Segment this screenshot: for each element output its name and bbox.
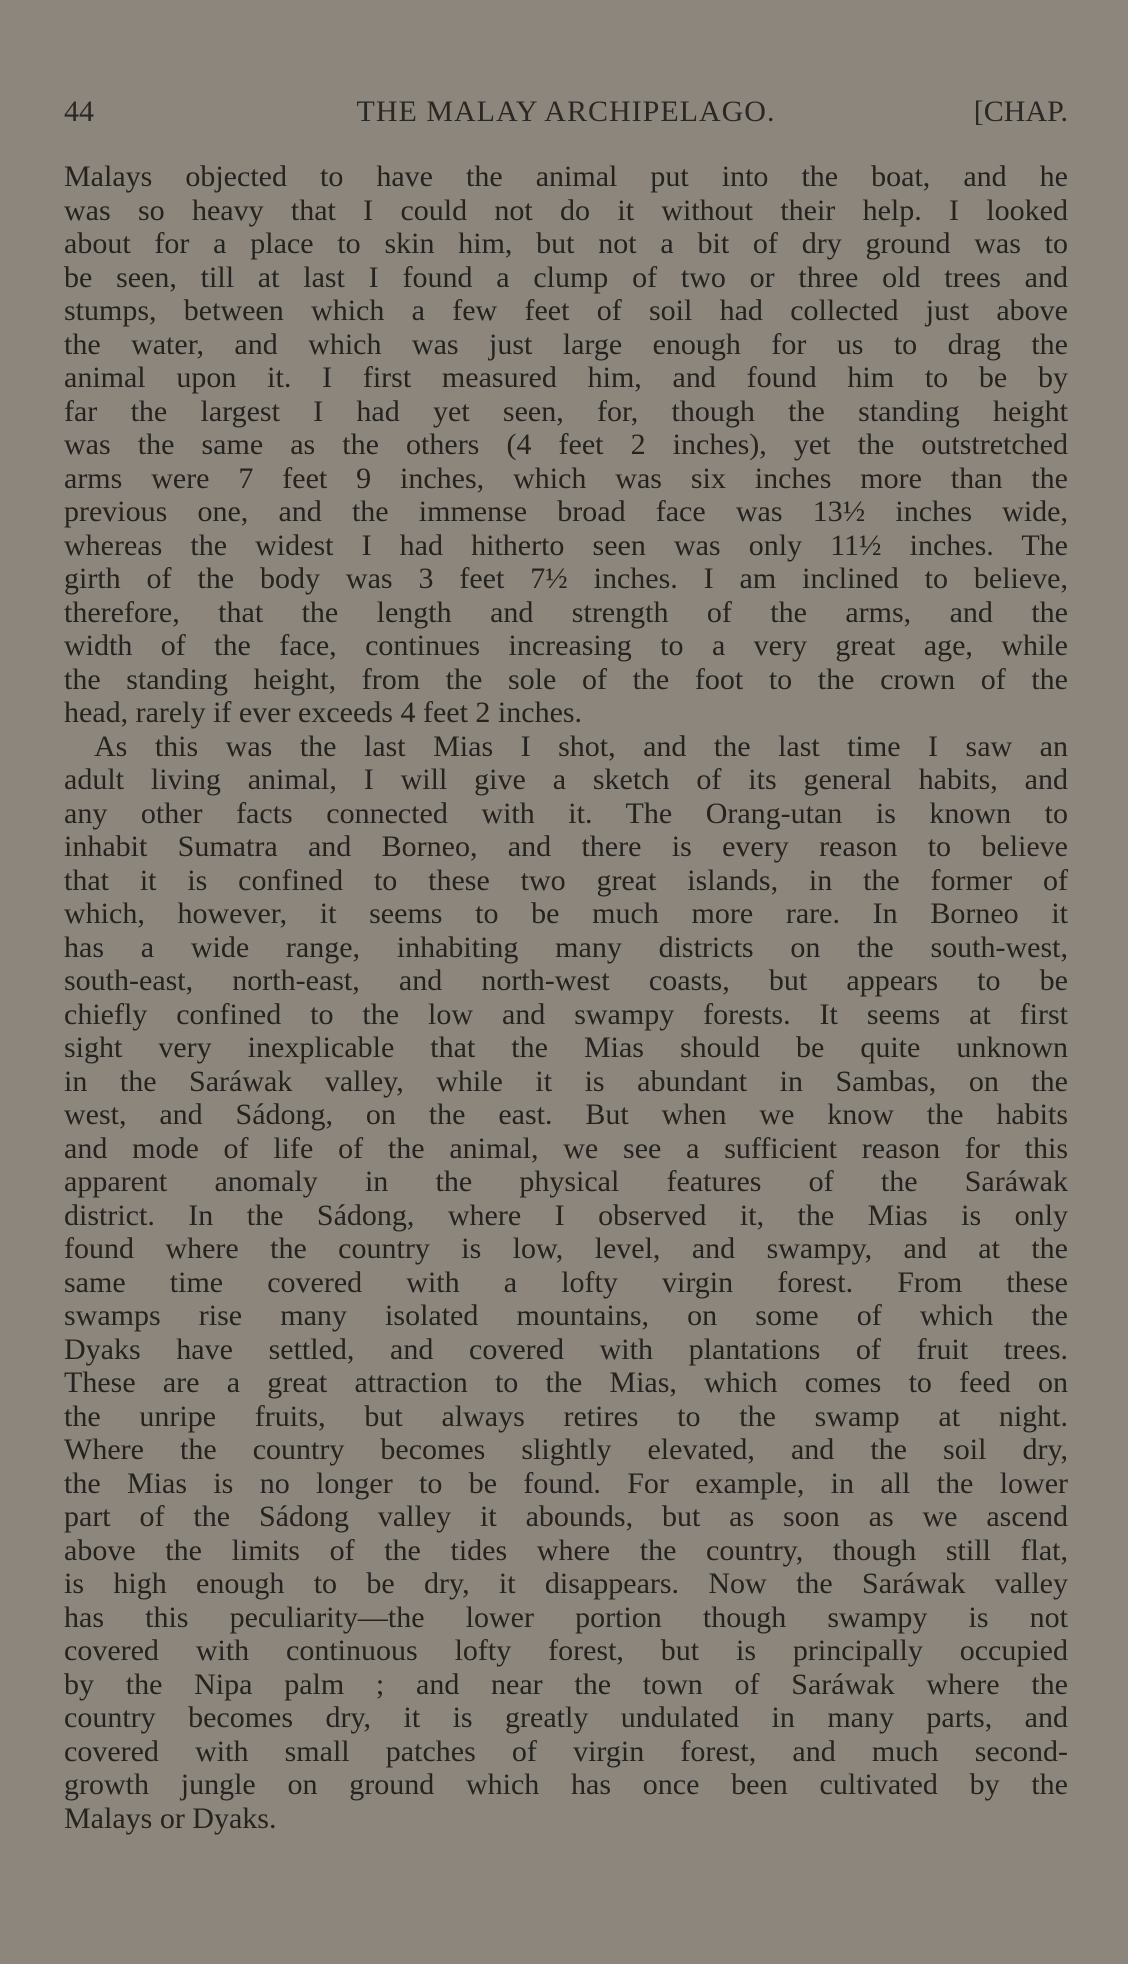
text-line: therefore, that the length and strength of the arms, and the	[64, 595, 1068, 629]
text-line: chiefly confined to the low and swampy forests. It seems at first	[64, 997, 1068, 1031]
text-line: apparent anomaly in the physical features of the Saráwak	[64, 1165, 1068, 1198]
text-line: south-east, north-east, and north-west coasts, but appears to be	[64, 964, 1068, 997]
text-line: Where the country becomes slightly elevated, and the soil dry,	[64, 1433, 1068, 1466]
text-line: Dyaks have settled, and covered with plantations of fruit trees.	[64, 1332, 1068, 1366]
text-line: swamps rise many isolated mountains, on some of which the	[64, 1299, 1068, 1332]
text-line: the Mias is no longer to be found. For example, in all the lower	[64, 1466, 1068, 1500]
text-line: the water, and which was just large enough for us to drag the	[64, 327, 1068, 361]
text-line: any other facts connected with it. The Orang-utan is known to	[64, 796, 1068, 830]
text-line: country becomes dry, it is greatly undulated in many parts, and	[64, 1701, 1068, 1734]
text-line: width of the face, continues increasing to a very great age, while	[64, 629, 1068, 662]
text-line: far the largest I had yet seen, for, though the standing height	[64, 394, 1068, 428]
text-line: was the same as the others (4 feet 2 inches), yet the outstretched	[64, 428, 1068, 461]
running-header	[64, 92, 1068, 132]
text-line: be seen, till at last I found a clump of two or three old trees and	[64, 260, 1068, 294]
chapter-label: [CHAP.	[973, 95, 1068, 128]
text-line: found where the country is low, level, and swampy, and at the	[64, 1232, 1068, 1265]
body-text	[64, 160, 1068, 1835]
text-line: covered with small patches of virgin forest, and much second-	[64, 1734, 1068, 1768]
text-line: same time covered with a lofty virgin forest. From these	[64, 1265, 1068, 1299]
text-line: above the limits of the tides where the country, though still flat,	[64, 1533, 1068, 1567]
page-number: 44	[64, 95, 94, 128]
text-line: Malays or Dyaks.	[64, 1801, 277, 1835]
text-line: girth of the body was 3 feet 7½ inches. I am inclined to believe,	[64, 562, 1068, 595]
text-line: was so heavy that I could not do it without their help. I looked	[64, 193, 1068, 227]
text-line: adult living animal, I will give a sketch of its general habits, and	[64, 763, 1068, 796]
paragraph	[64, 160, 1068, 730]
paragraph	[64, 730, 1068, 1836]
text-line: about for a place to skin him, but not a bit of dry ground was to	[64, 227, 1068, 260]
text-line: has a wide range, inhabiting many districts on the south-west,	[64, 930, 1068, 964]
text-line: that it is confined to these two great islands, in the former of	[64, 863, 1068, 897]
text-line: head, rarely if ever exceeds 4 feet 2 inches.	[64, 696, 583, 729]
text-line: sight very inexplicable that the Mias should be quite unknown	[64, 1031, 1068, 1064]
text-line: covered with continuous lofty forest, but is principally occupied	[64, 1634, 1068, 1667]
text-line: arms were 7 feet 9 inches, which was six inches more than the	[64, 461, 1068, 495]
text-line: stumps, between which a few feet of soil had collected just above	[64, 294, 1068, 327]
text-line: whereas the widest I had hitherto seen was only 11½ inches. The	[64, 528, 1068, 562]
text-line: inhabit Sumatra and Borneo, and there is every reason to believe	[64, 830, 1068, 863]
text-line: west, and Sádong, on the east. But when we know the habits	[64, 1098, 1068, 1131]
text-line: which, however, it seems to be much more rare. In Borneo it	[64, 897, 1068, 930]
text-line: has this peculiarity—the lower portion though swampy is not	[64, 1600, 1068, 1634]
text-line: Malays objected to have the animal put into the boat, and he	[64, 160, 1068, 193]
text-line: district. In the Sádong, where I observed it, the Mias is only	[64, 1198, 1068, 1232]
text-line: previous one, and the immense broad face was 13½ inches wide,	[64, 495, 1068, 528]
text-line: by the Nipa palm ; and near the town of Saráwak where the	[64, 1667, 1068, 1701]
text-line: part of the Sádong valley it abounds, but as soon as we ascend	[64, 1500, 1068, 1533]
text-line: the unripe fruits, but always retires to the swamp at night.	[64, 1399, 1068, 1433]
text-line: These are a great attraction to the Mias, which comes to feed on	[64, 1366, 1068, 1399]
text-line: in the Saráwak valley, while it is abundant in Sambas, on the	[64, 1064, 1068, 1098]
text-line: the standing height, from the sole of the foot to the crown of the	[64, 662, 1068, 696]
text-line: animal upon it. I first measured him, and found him to be by	[64, 361, 1068, 394]
text-line: growth jungle on ground which has once been cultivated by the	[64, 1768, 1068, 1801]
running-title: THE MALAY ARCHIPELAGO.	[356, 95, 776, 128]
text-line: As this was the last Mias I shot, and the last time I saw an	[94, 729, 1068, 763]
text-line: and mode of life of the animal, we see a sufficient reason for this	[64, 1131, 1068, 1165]
text-line: is high enough to be dry, it disappears. Now the Saráwak valley	[64, 1567, 1068, 1600]
